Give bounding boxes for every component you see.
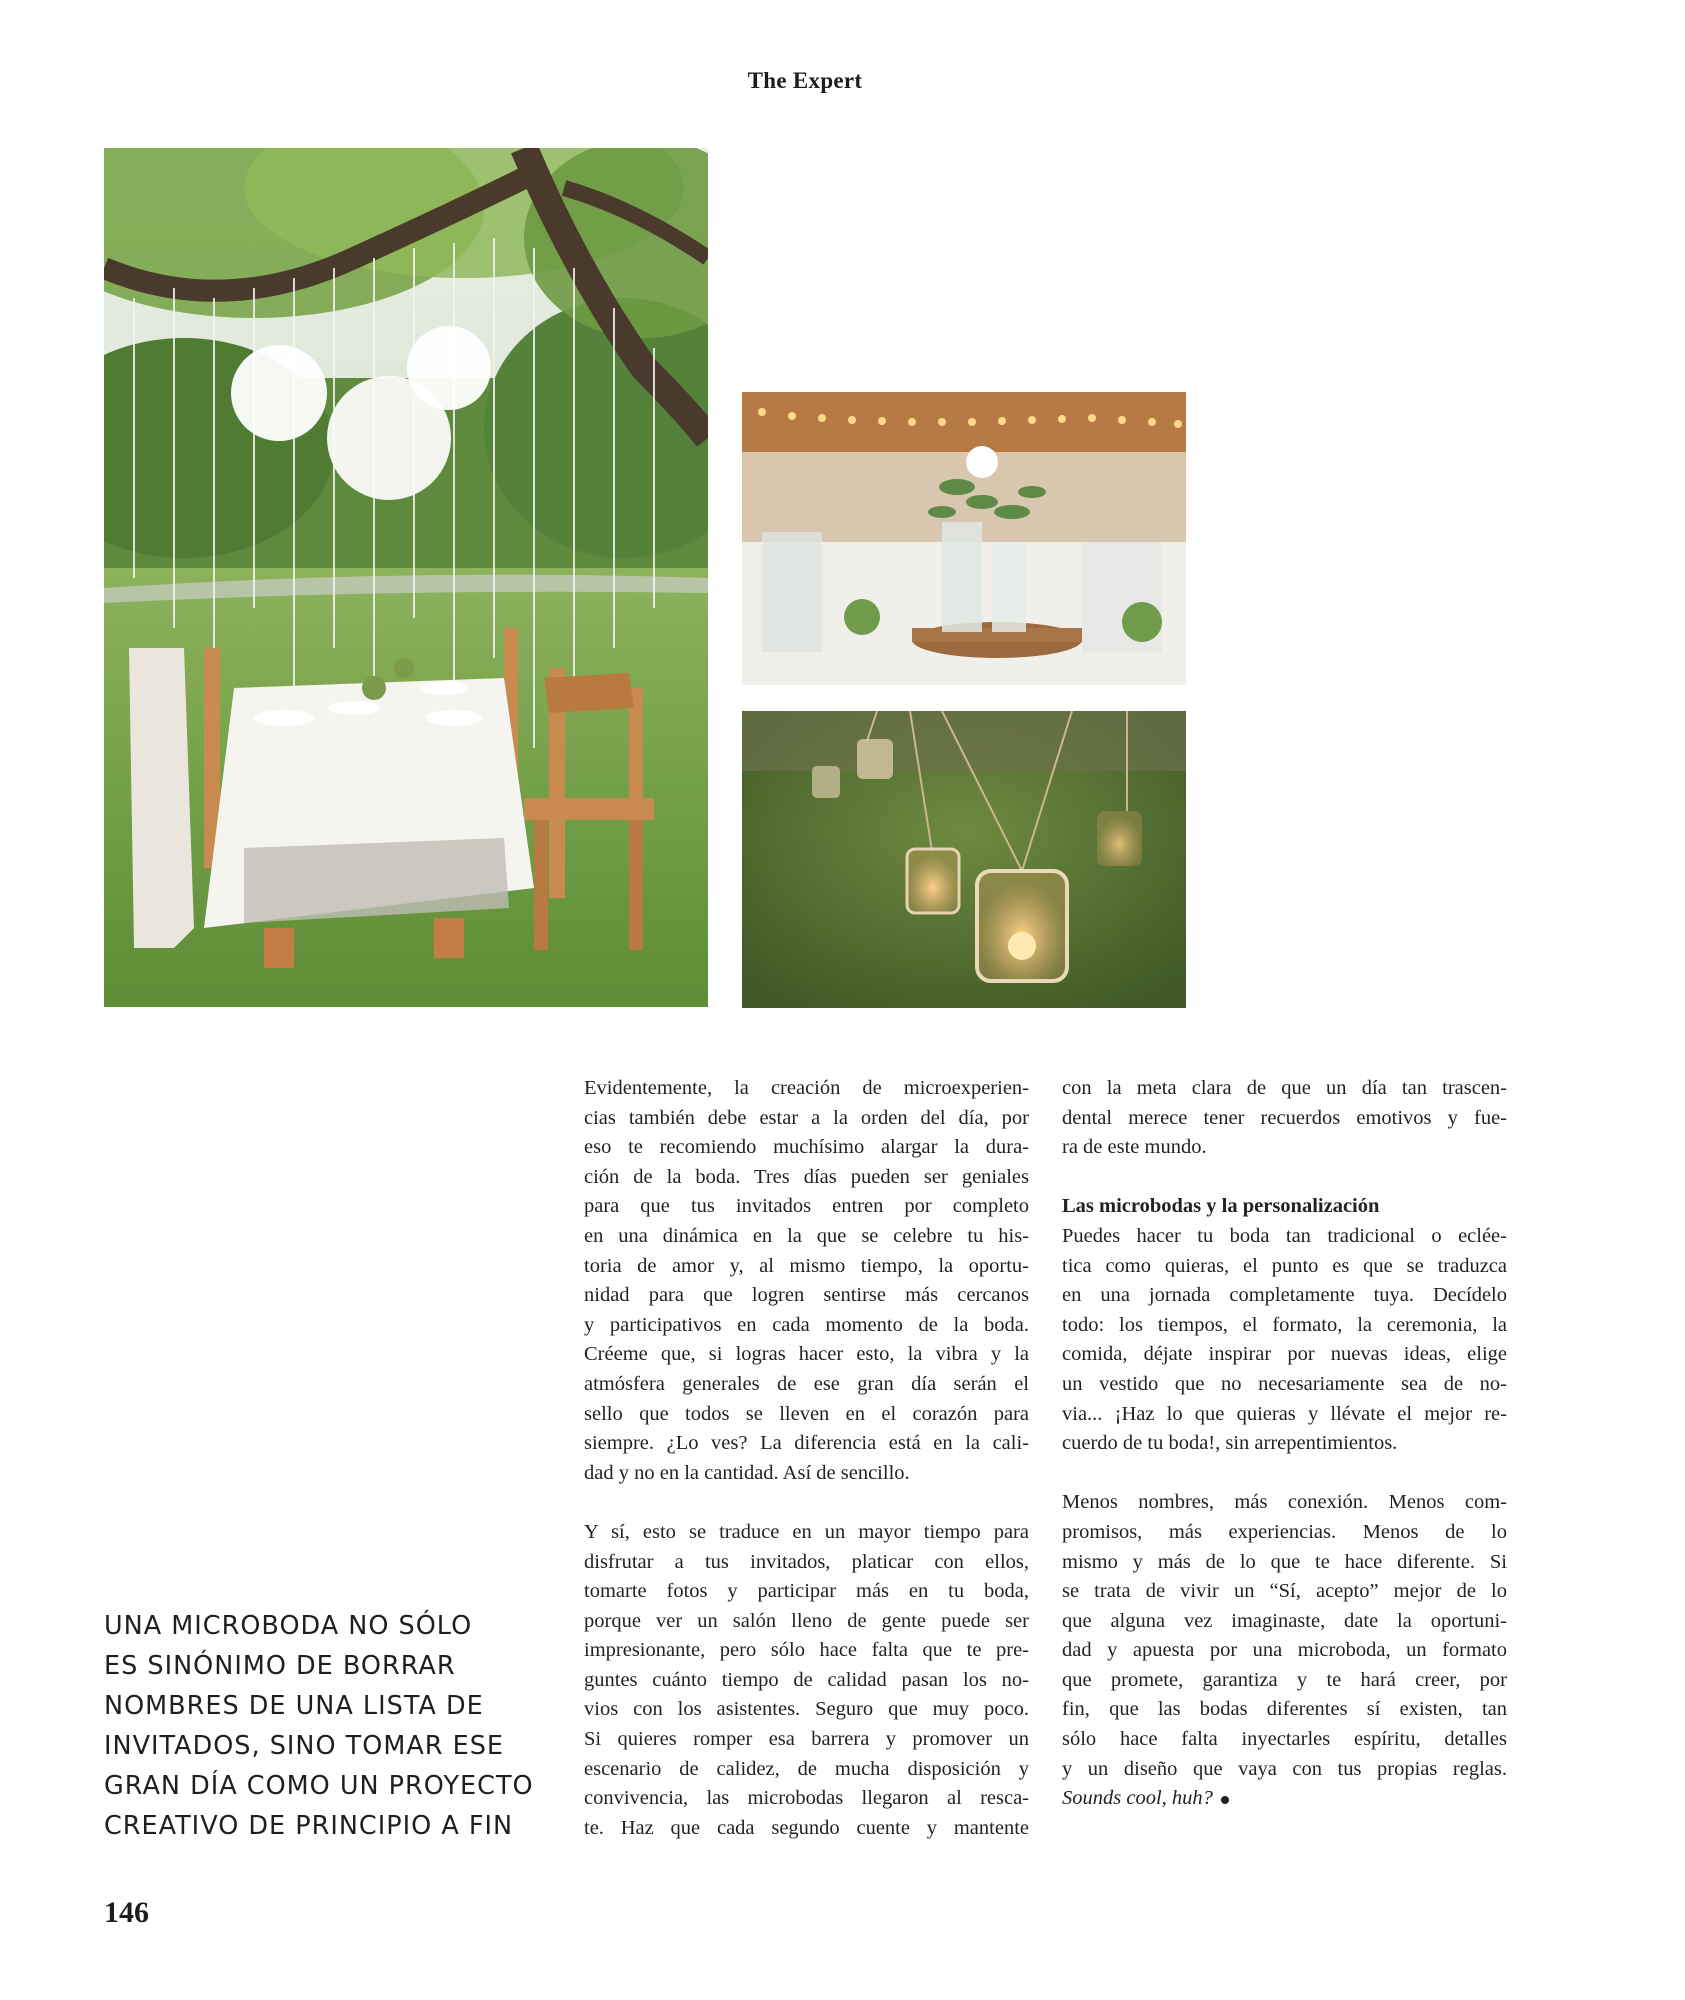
text-line: escenario de calidez, de mucha disposición y (584, 1757, 1029, 1780)
text-line: te. Haz que cada segundo cuente y mantente (584, 1816, 1029, 1839)
text-line: fin, que las bodas diferentes sí existen, tan (1062, 1698, 1507, 1721)
text-line: mismo y más de lo que te hace diferente. Si (1062, 1550, 1507, 1573)
text-line: convivencia, las microbodas llegaron al resca- (584, 1787, 1029, 1810)
text-line: en una dinámica en la que se celebre tu his- (584, 1224, 1029, 1247)
photo-outdoor-table (104, 148, 708, 1007)
text-line: Menos nombres, más conexión. Menos com- (1062, 1491, 1507, 1514)
photo-lanterns (742, 711, 1186, 1008)
text-line: Evidentemente, la creación de microexperien- (584, 1077, 1029, 1099)
text-line: impresionante, pero sólo hace falta que te pre- (584, 1639, 1029, 1662)
text-line: toria de amor y, al mismo tiempo, la oportu- (584, 1254, 1029, 1277)
closing-line (1062, 1784, 1507, 1814)
closing-phrase: Sounds cool, huh? (1062, 1787, 1213, 1810)
text-line: que promete, garantiza y te hará creer, por (1062, 1668, 1507, 1691)
subheading: Las microbodas y la personalización (1062, 1195, 1380, 1218)
text-line: ra de este mundo. (1062, 1136, 1207, 1159)
text-line: con la meta clara de que un día tan trascen- (1062, 1077, 1507, 1099)
text-line: un vestido que no necesariamente sea de no- (1062, 1372, 1507, 1395)
text-line: comida, déjate inspirar por nuevas ideas, elige (1062, 1343, 1507, 1366)
pull-quote-line: ES SINÓNIMO DE BORRAR (104, 1651, 456, 1681)
article-column-1 (584, 1074, 1029, 1843)
text-line: todo: los tiempos, el formato, la ceremonia, la (1062, 1313, 1507, 1336)
end-mark-icon (1221, 1796, 1229, 1804)
pull-quote-line: UNA MICROBODA NO SÓLO (104, 1611, 473, 1641)
text-line: guntes cuánto tiempo de calidad pasan los no- (584, 1668, 1029, 1691)
photo-centerpiece (742, 392, 1186, 685)
text-line: dad y apuesta por una microboda, un formato (1062, 1639, 1507, 1662)
text-line: vios con los asistentes. Seguro que muy poco. (584, 1698, 1029, 1721)
text-line: Si quieres romper esa barrera y promover un (584, 1728, 1029, 1751)
text-line: sello que todos se lleven en el corazón para (584, 1402, 1029, 1425)
text-line: eso te recomiendo muchísimo alargar la dura- (584, 1136, 1029, 1159)
text-line: Y sí, esto se traduce en un mayor tiempo para (584, 1520, 1029, 1543)
text-line: via... ¡Haz lo que quieras y llévate el mejor re- (1062, 1402, 1507, 1425)
pull-quote-line: CREATIVO DE PRINCIPIO A FIN (104, 1811, 514, 1841)
page-number: 146 (104, 1896, 149, 1929)
text-line: se trata de vivir un “Sí, acepto” mejor de lo (1062, 1580, 1507, 1603)
text-line: en una jornada completamente tuya. Decídelo (1062, 1284, 1507, 1307)
text-line: cias también debe estar a la orden del día, por (584, 1106, 1029, 1129)
text-line: cuerdo de tu boda!, sin arrepentimientos. (1062, 1432, 1398, 1455)
text-line: sólo hace falta inyectarles espíritu, detalles (1062, 1728, 1507, 1751)
text-line: para que tus invitados entren por completo (584, 1195, 1029, 1218)
text-line: tomarte fotos y participar más en tu boda, (584, 1580, 1029, 1603)
pull-quote-line: NOMBRES DE UNA LISTA DE (104, 1691, 484, 1721)
pull-quote (104, 1606, 574, 1846)
pull-quote-line: GRAN DÍA COMO UN PROYECTO (104, 1771, 534, 1801)
text-line: porque ver un salón lleno de gente puede ser (584, 1609, 1029, 1632)
text-line: que alguna vez imaginaste, date la oportuni- (1062, 1609, 1507, 1632)
text-line: Créeme que, si logras hacer esto, la vibra y la (584, 1343, 1029, 1366)
text-line: dad y no en la cantidad. Así de sencillo. (584, 1461, 910, 1484)
text-line: disfrutar a tus invitados, platicar con ellos, (584, 1550, 1029, 1573)
section-header: The Expert (747, 68, 863, 93)
text-line: atmósfera generales de ese gran día serán el (584, 1372, 1029, 1395)
text-line: ción de la boda. Tres días pueden ser geniales (584, 1165, 1029, 1188)
text-line: dental merece tener recuerdos emotivos y fue- (1062, 1106, 1507, 1129)
text-line: y participativos en cada momento de la boda. (584, 1313, 1029, 1336)
text-line: promisos, más experiencias. Menos de lo (1062, 1520, 1507, 1543)
text-line: tica como quieras, el punto es que se traduzca (1062, 1254, 1507, 1277)
text-line: nidad para que logren sentirse más cercanos (584, 1284, 1029, 1307)
text-line: siempre. ¿Lo ves? La diferencia está en la cali- (584, 1432, 1029, 1455)
text-line: Puedes hacer tu boda tan tradicional o eclée- (1062, 1224, 1507, 1247)
pull-quote-line: INVITADOS, SINO TOMAR ESE (104, 1731, 504, 1761)
article-column-2 (1062, 1074, 1507, 1814)
text-line: y un diseño que vaya con tus propias reglas. (1062, 1757, 1507, 1780)
